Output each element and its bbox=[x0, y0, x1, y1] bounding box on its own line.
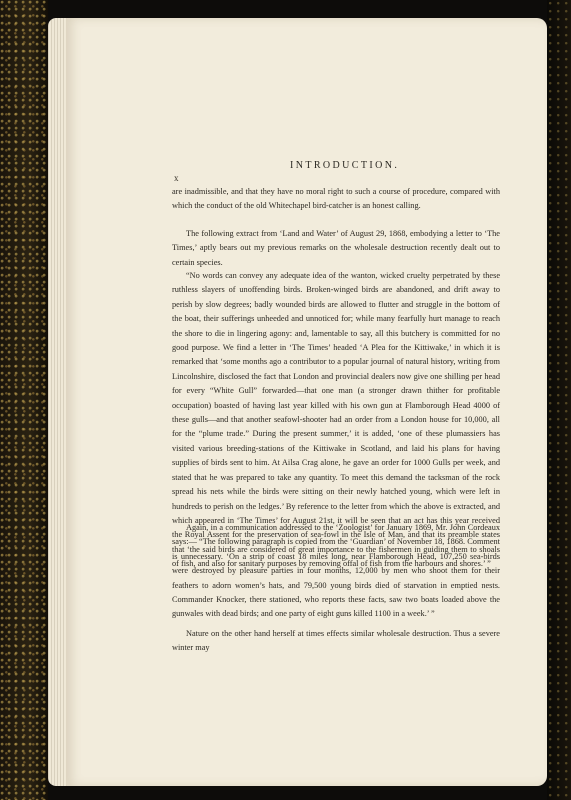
paragraph-4: Again, in a communication addressed to the ‘Zoologist’ for January 1869, Mr. John Cordeaux says:— “The following paragraph is copied from the ‘Guardian’ of November 18, 1868. Comment is unnecessary. ‘On a strip of coast 18 miles long, near Flamborough Head, 107,250 sea-birds were destroyed by pleasure parties in four months, 12,000 by men who shoot them for their feathers to adorn women’s hats, and 79,500 young birds died of starvation in emptied nests. Commander Knocker, there stationed, who reports these facts, saw two boats loaded above the gunwales with dead birds; and one party of eight guns killed 1100 in a week.’ ” bbox=[172, 523, 500, 619]
paragraph-3-quotation: “No words can convey any adequate idea of the wanton, wicked cruelty perpetrated by these ruthless slayers of unoffending birds. Broken-winged birds are abandoned, and drift away to perish by slow degrees; badly wounded birds are allowed to flutter and struggle in the bottom of the boat, their sufferings unheeded and unnoticed for; while many fearfully hurt manage to reach the shore to die in lingering agony: and, lamentable to say, all this butchery is committed for no good purpose. We find a letter in ‘The Times’ headed ‘A Plea for the Kittiwake,’ in which it is remarked that ‘some months ago a contributor to a popular journal of natural history, writing from Lincolnshire, disclosed the fact that London and provincial dealers now give one shilling per head for every “White Gull” forwarded—that one man (a stronger drawn thither for profitable occupation) boasted of having last year killed with his own gun at Flamborough Head 4000 of these gulls—and that another seafowl-shooter had an order from a London house for 10,000, all for the “plume trade.” During the present summer,’ it is added, ‘one of these plumassiers has visited various breeding-stations of the Kittiwake in Scotland, and laid his plans for having supplies of birds sent to him. At Ailsa Crag alone, he gave an order for 1000 Gulls per week, and stated that he was prepared to take any quantity. To meet this demand the tacksman of the rock spread his nets while the birds were sitting on their newly hatched young, which were left in hundreds to perish on the ledges.’ By reference to the letter from which the above is extracted, and which appeared in ‘The Times’ for August 21st, it will be seen that an act has this year received the Royal Assent for the preservation of sea-fowl in the Isle of Man, and that its preamble states that ‘the said birds are considered of great importance to the fishermen in guiding them to shoals of fish, and also for sanitary purposes by removing offal of fish from the harbours and shores.’ ” bbox=[172, 271, 500, 569]
book-binding-left bbox=[0, 0, 48, 800]
page-number: x bbox=[174, 173, 179, 183]
running-head: INTRODUCTION. bbox=[290, 160, 400, 171]
paragraph-1: are inadmissible, and that they have no moral right to such a course of procedure, compared with which the conduct of the old Whitechapel bird-catcher is an honest calling. bbox=[172, 187, 500, 211]
paragraph-2: The following extract from ‘Land and Water’ of August 29, 1868, embodying a letter to ‘The Times,’ aptly bears out my previous remarks on the wholesale destruction recently dealt out to certain species. bbox=[172, 229, 500, 267]
book-binding-right bbox=[547, 0, 571, 800]
paragraph-5: Nature on the other hand herself at times effects similar wholesale destruction. Thus a severe winter may bbox=[172, 629, 500, 653]
